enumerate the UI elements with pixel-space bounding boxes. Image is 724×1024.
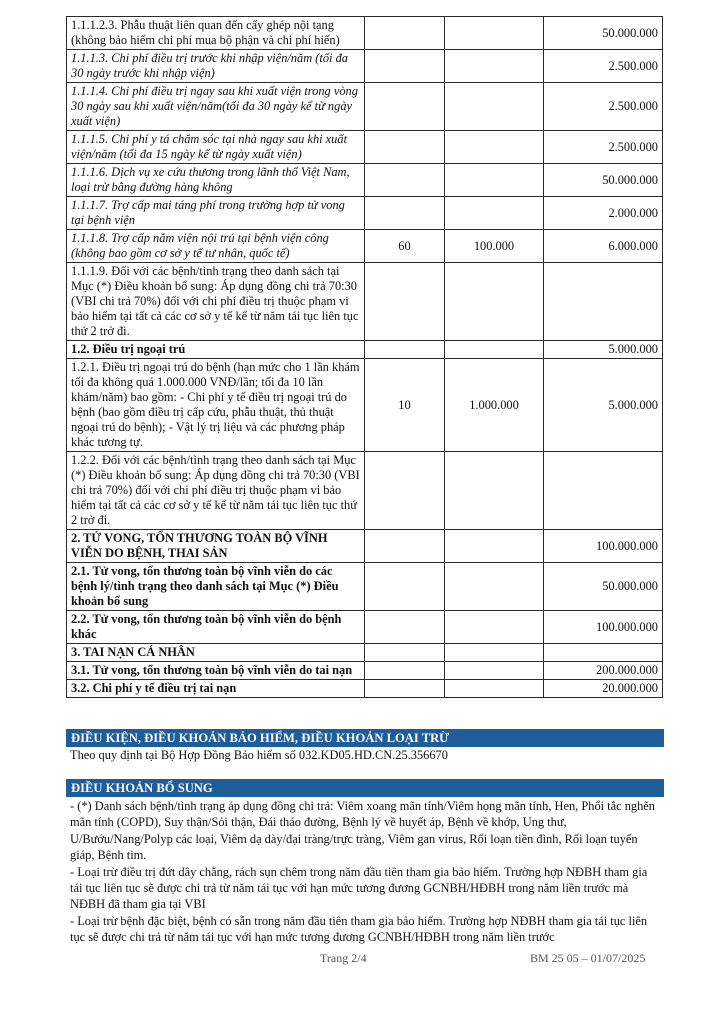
conditions-heading: ĐIỀU KIỆN, ĐIỀU KHOẢN BẢO HIỂM, ĐIỀU KHOẢN LOẠI TRỪ — [66, 729, 664, 747]
supplementary-text — [70, 798, 662, 946]
benefit-days — [365, 452, 445, 530]
benefit-total-limit — [544, 452, 663, 530]
benefit-days — [365, 50, 445, 83]
benefit-total-limit — [544, 644, 663, 662]
benefit-limit-per-time — [445, 563, 544, 611]
benefit-total-limit: 100.000.000 — [544, 530, 663, 563]
supplementary-heading: ĐIỀU KHOẢN BỔ SUNG — [66, 779, 664, 797]
table-row — [67, 662, 663, 680]
table-row — [67, 341, 663, 359]
benefit-description: 1.1.1.6. Dịch vụ xe cứu thương trong lãnh thổ Việt Nam, loại trừ bằng đường hàng không — [67, 164, 365, 197]
benefit-days — [365, 131, 445, 164]
table-row — [67, 563, 663, 611]
benefit-total-limit: 5.000.000 — [544, 341, 663, 359]
benefit-description: 3.2. Chi phí y tế điều trị tai nạn — [67, 680, 365, 698]
table-row — [67, 83, 663, 131]
table-row — [67, 644, 663, 662]
benefit-description: 1.1.1.8. Trợ cấp nằm viện nội trú tại bệnh viện công (không bao gồm cơ sở y tế tư nhân, quốc tế) — [67, 230, 365, 263]
benefit-description: 1.2. Điều trị ngoại trú — [67, 341, 365, 359]
benefits-table-body — [67, 17, 663, 698]
supplementary-paragraph: - (*) Danh sách bệnh/tình trạng áp dụng đồng chi trả: Viêm xoang mãn tính/Viêm họng mãn tính, Hen, Phổi tắc nghẽn mãn tính (COPD), Suy thận/Sỏi thận, Đái tháo đường, Bệnh lý về huyết áp, Bệnh về khớp, Ung thư, U/Bướu/Nang/Polyp các loại, Viêm dạ dày/đại tràng/trực tràng, Viêm gan virus, Rối loạn tiền đình, Rối loạn tuyến giáp, Bệnh tim. — [70, 799, 655, 863]
benefit-limit-per-time — [445, 197, 544, 230]
benefit-limit-per-time — [445, 83, 544, 131]
benefit-total-limit: 2.000.000 — [544, 197, 663, 230]
benefit-days — [365, 680, 445, 698]
benefit-limit-per-time: 1.000.000 — [445, 359, 544, 452]
table-row — [67, 263, 663, 341]
benefit-days — [365, 662, 445, 680]
benefit-total-limit: 50.000.000 — [544, 563, 663, 611]
benefit-total-limit: 20.000.000 — [544, 680, 663, 698]
table-row — [67, 164, 663, 197]
benefit-days: 60 — [365, 230, 445, 263]
benefit-limit-per-time — [445, 164, 544, 197]
benefit-limit-per-time — [445, 644, 544, 662]
benefit-days — [365, 197, 445, 230]
table-row — [67, 230, 663, 263]
benefit-description: 1.1.1.9. Đối với các bệnh/tình trạng theo danh sách tại Mục (*) Điều khoản bổ sung: Áp dụng đồng chi trả 70:30 (VBI chi trả 70%) đối với chi phí điều trị thuộc phạm vi bảo hiểm tại tất cả các cơ sở y tế kể từ năm tái tục liên tục thứ 2 trở đi. — [67, 263, 365, 341]
benefit-limit-per-time — [445, 530, 544, 563]
benefit-description: 1.2.2. Đối với các bệnh/tình trạng theo danh sách tại Mục (*) Điều khoản bổ sung: Áp dụng đồng chi trả 70:30 (VBI chi trả 70%) đối với chi phí điều trị thuộc phạm vi bảo hiểm tại tất cả các cơ sở y tế kể từ năm tái tục liên tục thứ 2 trở đi. — [67, 452, 365, 530]
table-row — [67, 530, 663, 563]
benefit-limit-per-time — [445, 452, 544, 530]
benefit-description: 1.1.1.7. Trợ cấp mai táng phí trong trường hợp tử vong tại bệnh viện — [67, 197, 365, 230]
table-row — [67, 17, 663, 50]
benefit-total-limit: 100.000.000 — [544, 611, 663, 644]
benefit-limit-per-time — [445, 680, 544, 698]
benefit-days — [365, 644, 445, 662]
table-row — [67, 197, 663, 230]
benefit-days — [365, 341, 445, 359]
benefit-description: 1.2.1. Điều trị ngoại trú do bệnh (hạn mức cho 1 lần khám tối đa không quá 1.000.000 VNĐ/lần; tối đa 10 lần khám/năm) bao gồm: - Chi phí y tế điều trị ngoại trú do bệnh (bao gồm điều trị cấp cứu, phẫu thuật, thủ thuật ngoại trú do bệnh); - Vật lý trị liệu và các phương pháp khác tương tự. — [67, 359, 365, 452]
benefit-total-limit: 50.000.000 — [544, 164, 663, 197]
benefits-table — [66, 16, 663, 698]
benefit-description: 1.1.1.3. Chi phí điều trị trước khi nhập viện/năm (tối đa 30 ngày trước khi nhập viện) — [67, 50, 365, 83]
supplementary-paragraph: - Loại trừ điều trị đứt dây chằng, rách sụn chêm trong năm đầu tiên tham gia bảo hiểm. Trường hợp NĐBH tham gia tái tục liên tục sẽ được chi trả từ năm tái tục với hạn mức tương đương GCNBH/HĐBH trong năm liền trước mà NĐBH đã tham gia tại VBI — [70, 864, 648, 912]
benefit-total-limit: 2.500.000 — [544, 131, 663, 164]
benefit-description: 2. TỬ VONG, TỔN THƯƠNG TOÀN BỘ VĨNH VIỄN DO BỆNH, THAI SẢN — [67, 530, 365, 563]
table-row — [67, 50, 663, 83]
benefit-limit-per-time — [445, 50, 544, 83]
benefit-days — [365, 164, 445, 197]
supplementary-paragraph: - Loại trừ bệnh đặc biệt, bệnh có sẵn trong năm đầu tiên tham gia bảo hiểm. Trường hợp NĐBH tham gia tái tục liên tục sẽ được chi trả từ năm tái tục với hạn mức tương đương GCNBH/HĐBH trong năm liền trước — [70, 913, 648, 945]
benefit-description: 2.2. Tử vong, tổn thương toàn bộ vĩnh viễn do bệnh khác — [67, 611, 365, 644]
benefit-days: 10 — [365, 359, 445, 452]
benefit-total-limit: 5.000.000 — [544, 359, 663, 452]
benefit-limit-per-time: 100.000 — [445, 230, 544, 263]
benefit-days — [365, 83, 445, 131]
benefit-description: 1.1.1.4. Chi phí điều trị ngay sau khi xuất viện trong vòng 30 ngày sau khi xuất viện/năm(tối đa 30 ngày kể từ ngày xuất viện) — [67, 83, 365, 131]
benefit-limit-per-time — [445, 17, 544, 50]
conditions-text — [70, 747, 662, 763]
benefit-total-limit: 6.000.000 — [544, 230, 663, 263]
table-row — [67, 131, 663, 164]
benefit-days — [365, 563, 445, 611]
benefit-days — [365, 263, 445, 341]
benefit-days — [365, 530, 445, 563]
benefit-limit-per-time — [445, 131, 544, 164]
benefit-limit-per-time — [445, 662, 544, 680]
conditions-body: Theo quy định tại Bộ Hợp Đồng Bảo hiểm số 032.KD05.HD.CN.25.356670 — [70, 748, 448, 762]
benefit-limit-per-time — [445, 611, 544, 644]
page-number: Trang 2/4 — [320, 951, 367, 965]
benefit-days — [365, 611, 445, 644]
benefit-total-limit — [544, 263, 663, 341]
form-code: BM 25 05 – 01/07/2025 — [530, 951, 646, 965]
table-row — [67, 452, 663, 530]
benefit-total-limit: 2.500.000 — [544, 83, 663, 131]
table-row — [67, 359, 663, 452]
benefit-limit-per-time — [445, 341, 544, 359]
benefit-description: 2.1. Tử vong, tổn thương toàn bộ vĩnh viễn do các bệnh lý/tình trạng theo danh sách tại Mục (*) Điều khoản bổ sung — [67, 563, 365, 611]
benefit-description: 3.1. Tử vong, tổn thương toàn bộ vĩnh viễn do tai nạn — [67, 662, 365, 680]
benefit-total-limit: 200.000.000 — [544, 662, 663, 680]
benefit-total-limit: 50.000.000 — [544, 17, 663, 50]
benefit-description: 1.1.1.5. Chi phí y tá chăm sóc tại nhà ngay sau khi xuất viện/năm (tối đa 15 ngày kể từ ngày xuất viện) — [67, 131, 365, 164]
benefit-description: 3. TAI NẠN CÁ NHÂN — [67, 644, 365, 662]
table-row — [67, 680, 663, 698]
benefit-description: 1.1.1.2.3. Phẫu thuật liên quan đến cấy ghép nội tạng (không bảo hiểm chi phí mua bộ phận và chi phí hiến) — [67, 17, 365, 50]
benefit-total-limit: 2.500.000 — [544, 50, 663, 83]
table-row — [67, 611, 663, 644]
benefit-limit-per-time — [445, 263, 544, 341]
benefit-days — [365, 17, 445, 50]
